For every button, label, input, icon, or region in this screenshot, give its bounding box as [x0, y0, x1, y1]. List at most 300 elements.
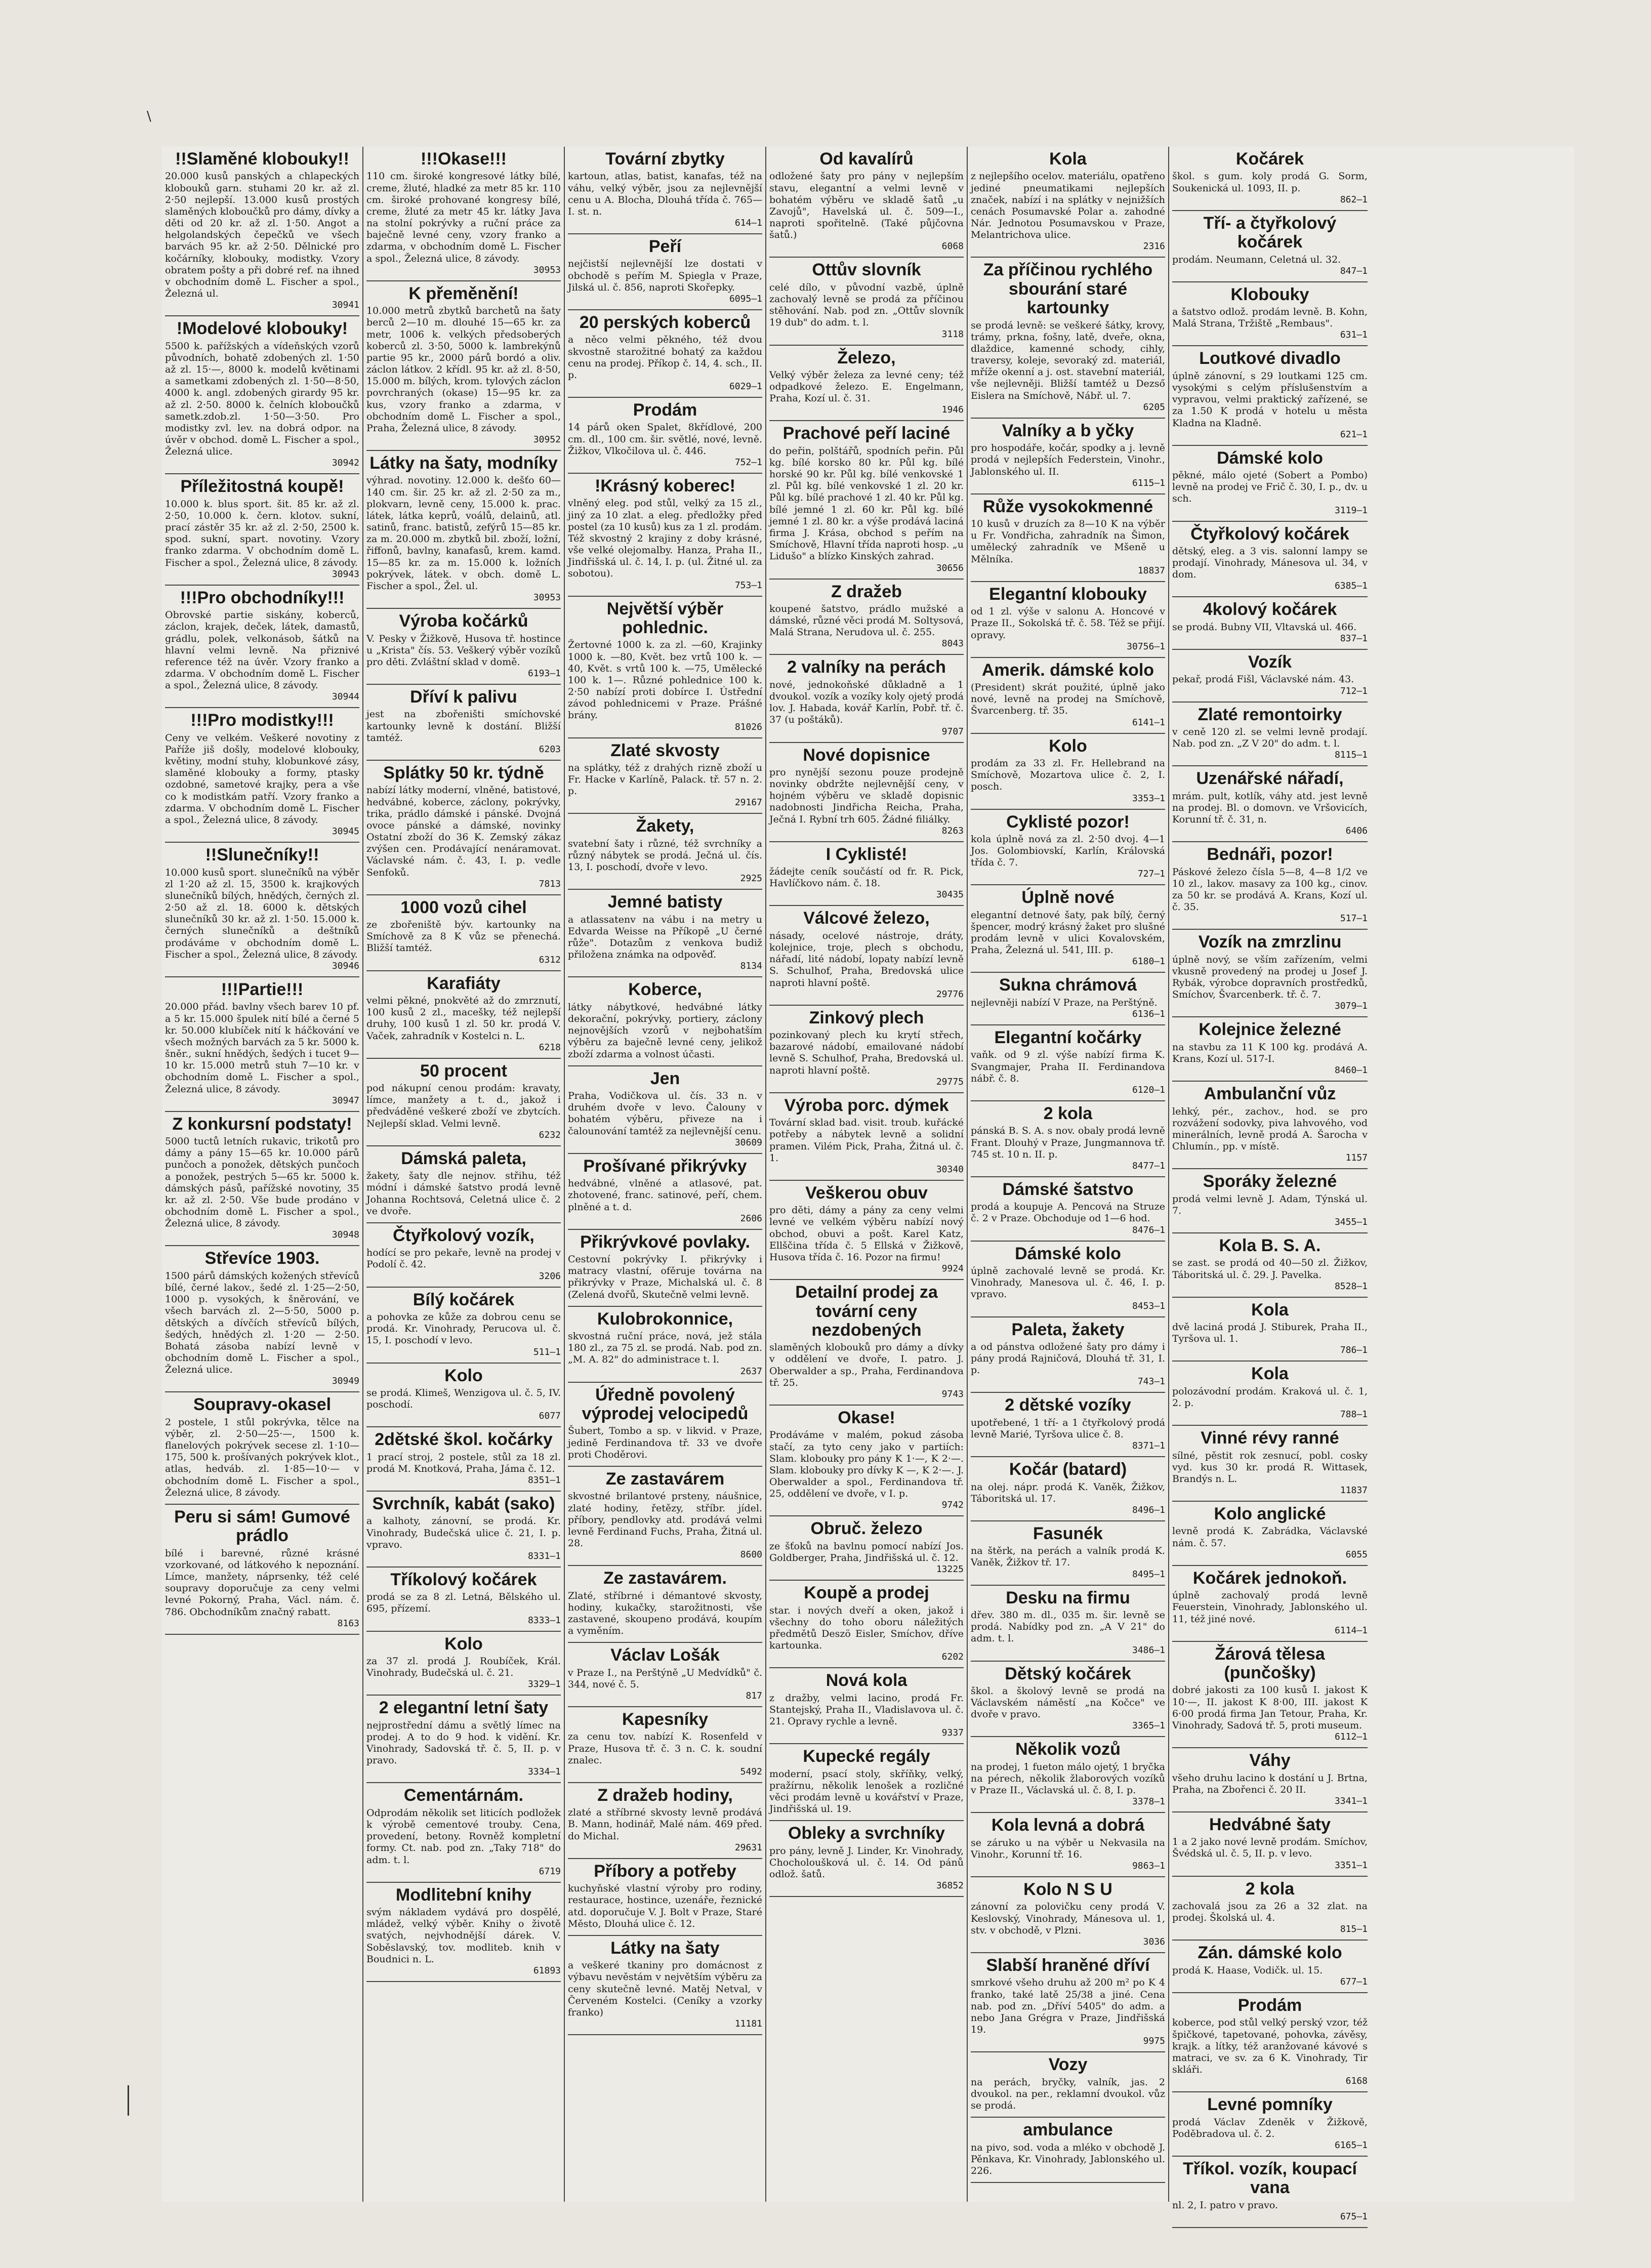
ad-headline: Látky na šaty [610, 1938, 720, 1958]
ad-headline: Kolo [1049, 736, 1087, 756]
ad-body: od 1 zl. výše v salonu A. Honcové v Praze II., Sokolská tř. č. 58. Též se přijí. opravy. [971, 606, 1165, 641]
ad-reference-number: 8263 [941, 825, 964, 836]
ad-body: se prodá. Bubny VII, Vltavská ul. 466. [1172, 621, 1357, 633]
ad-reference-number: 30952 [533, 434, 561, 445]
ad-body: 1500 párů dámských kožených střevíců bílé, černé lakov., šedé zl. 1·25—2·50, 1000 p. vysokých, k šněrování, ve všech barvách zl. 2—5·50, 5000 p. dětských a dívčích střevíců bílých, šedých, hnědých zl. 1·20 — 2·50. Bohatá zásoba nabízí levně v obchodním domě L. Fischer a spol., Železná ulice. [165, 1270, 359, 1376]
ad-reference-number: 847—1 [1340, 265, 1368, 276]
ad-headline: Vozy [1048, 2055, 1088, 2075]
classified-ad [165, 316, 359, 474]
classified-ad [568, 1467, 762, 1566]
ad-headline: Koupě a prodej [804, 1583, 929, 1603]
ad-headline: 2 kola [1245, 1879, 1295, 1899]
classified-ad [971, 1586, 1165, 1662]
classified-ad [366, 1883, 561, 1982]
classified-ad [568, 147, 762, 234]
ad-reference-number: 817 [746, 1690, 762, 1702]
classified-ad [165, 586, 359, 709]
ad-headline: Sukna chrámová [999, 975, 1137, 995]
ad-headline: Zlaté skvosty [610, 740, 720, 760]
ad-body: prodá velmi levně J. Adam, Týnská ul. 7. [1172, 1193, 1368, 1216]
classified-ad [1172, 1748, 1368, 1812]
ad-body: Cestovní pokrývky I. přikrývky i matracy vlastní, ofěruje továrna na přikrývky v Praze, Michalská ul. č. 8 (Zelená dvořů, Skutečně velmi levně. [568, 1254, 762, 1300]
ad-reference-number: 29776 [936, 988, 964, 1000]
ad-body: pod nákupní cenou prodám: kravaty, límce, manžety a t. d., jakož i předváděné veškeré zboží ve zbytcích. Nejlepší sklad. Velmi levně. [366, 1083, 561, 1129]
classified-ad [971, 810, 1165, 886]
ad-body: levně prodá K. Zabrádka, Václavské nám. č. 57. [1172, 1525, 1368, 1549]
classified-ad [568, 1230, 762, 1307]
classified-ad [1172, 842, 1368, 930]
ad-headline: Přikrývkové povlaky. [580, 1232, 750, 1252]
classified-ad [366, 1288, 561, 1364]
ad-body: prodám za 33 zl. Fr. Hellebrand na Smíchově, Mozartova ulice č. 2, I. posch. [971, 757, 1165, 793]
ad-reference-number: 18837 [1137, 565, 1165, 576]
ad-headline: Kapesníky [622, 1710, 709, 1729]
classified-ad [1172, 1298, 1368, 1362]
ad-body: prodám. Neumann, Celetná ul. 32. [1172, 254, 1341, 265]
ad-body: na stavbu za 11 K 100 kg. prodává A. Krans, Kozí ul. 517-I. [1172, 1041, 1368, 1064]
classified-ad [971, 1662, 1165, 1738]
ad-body: pro nynější sezonu pouze prodejně novinky obdržte nejlevnější ceny, v hojném výběru ve skladě dopisnic nadobnosti Jindřicha Reicha, Praha, Ječná I. Rybní trh 605. Žádné filiálky. [769, 766, 964, 825]
classified-ad [1172, 1017, 1368, 1082]
ad-reference-number: 30942 [332, 458, 359, 469]
ad-headline: Koberce, [628, 980, 702, 1000]
ad-reference-number: 29775 [936, 1076, 964, 1087]
classified-ad [971, 419, 1165, 494]
ad-body: škol. s gum. koly prodá G. Sorm, Soukenická ul. 1093, II. p. [1172, 171, 1368, 194]
ad-body: vaňk. od 9 zl. výše nabízí firma K. Svangmajer, Praha II. Ferdinandova nábř. č. 8. [971, 1049, 1165, 1084]
ad-headline: Obleky a svrchníky [788, 1824, 945, 1843]
ad-headline: Váhy [1249, 1751, 1291, 1770]
classified-ad [1172, 1877, 1368, 1941]
ad-reference-number: 29631 [734, 1842, 762, 1853]
classified-ad [1172, 766, 1368, 842]
ad-body: násady, ocelové nástroje, dráty, kolejnice, troje, plech s obchodu, nářadí, lité nádobí, lopaty nabízí levně S. Schulhof, Praha, Bredovská ulice naproti hlavní poště. [769, 930, 964, 988]
ad-reference-number: 30435 [936, 889, 964, 900]
ad-body: 5500 k. pařížských a vídeňských vzorů původních, bohatě zdobených zl. 1·50 až zl. 15·—, 8000 k. modelů květinami a sametkami zdobených zl. 1·50—8·50, 4000 k. angl. zdobených girardy 95 kr. až zl. 2·50. 8000 k. čelních kloboučků sametk.zdob.zl. 1·50—3·50. Pro modistky zvl. lev. na dobrá odpor. na úvěr v obchod. domě L. Fischer a spol., Železná ulice. [165, 340, 359, 458]
ad-headline: Zlaté remontoirky [1198, 705, 1342, 724]
ad-reference-number: 517—1 [1340, 913, 1368, 924]
classified-ad [1172, 1941, 1368, 1993]
classified-ad [366, 1568, 561, 1632]
ad-headline: Okase! [838, 1408, 895, 1427]
ad-body: mrám. pult, kotlík, váhy atd. jest levně na prodej. Bl. o domovn. ve Vršovicích, Korunní tř. č. 31, n. [1172, 790, 1368, 826]
ad-reference-number: 6114—1 [1334, 1625, 1368, 1636]
classified-ad [769, 842, 964, 906]
ad-body: za cenu tov. nabízí K. Rosenfeld v Praze, Husova tř. č. 3 n. C. k. soudní znalec. [568, 1731, 762, 1766]
column-1 [162, 147, 363, 2202]
ad-headline: Uzenářské nářadí, [1196, 769, 1344, 789]
ad-body: 2 postele, 1 stůl pokrývka, tělce na výběr, zl. 2·50—25·—, 1500 k. flanelových pokrývek secese zl. 1·10—175, 500 k. prošívaných pokrývek klot., atlas, hedváb. zl. 1·85—10·— v obchodním domě L. Fischer a spol., Železná ulice, 8 závody. [165, 1416, 359, 1498]
ad-reference-number: 511—1 [533, 1346, 561, 1357]
ad-reference-number: 3206 [539, 1270, 561, 1282]
classified-ad [1172, 2092, 1368, 2157]
column-6 [1169, 147, 1371, 2222]
ad-reference-number: 11837 [1340, 1485, 1368, 1496]
ad-reference-number: 8453—1 [1132, 1300, 1165, 1311]
classified-ad [769, 1006, 964, 1093]
ad-reference-number: 30941 [332, 300, 359, 311]
ad-headline: Kočárek jednokoň. [1192, 1568, 1347, 1588]
ad-body: (President) skrát použité, úplně jako nové, levně na prodej na Smíchově, Švarcenberg. tř. 35. [971, 682, 1165, 717]
classified-ad [971, 147, 1165, 258]
classified-ad [971, 973, 1165, 1025]
ad-reference-number: 3365—1 [1132, 1720, 1165, 1731]
ad-reference-number: 30953 [533, 264, 561, 275]
ad-reference-number: 30948 [332, 1229, 359, 1241]
ad-reference-number: 8600 [740, 1549, 762, 1560]
ad-reference-number: 6312 [539, 954, 561, 965]
classified-ad [1172, 1993, 1368, 2092]
classified-ad [568, 1707, 762, 1783]
ad-headline: 2 dětské vozíky [1005, 1395, 1131, 1415]
ad-reference-number: 631—1 [1340, 329, 1368, 341]
ad-body: Prodáváme v malém, pokud zásoba stačí, za tyto ceny jako v partiích: Slam. klobouky pro pány K 1·—, K 2·—. Slam. klobouky pro dívky K —, K 2·—. J. Oberwalder a spol., Ferdinandova tř. 25, oddělení ve dvoře, v I. p. [769, 1429, 964, 1500]
ad-headline: Fasunék [1033, 1523, 1103, 1543]
classified-ad [1172, 346, 1368, 445]
ad-headline: Nové dopisnice [803, 745, 930, 765]
ad-body: a něco velmi pěkného, též dvou skvostně starožitné bohatý za každou cenu na prodej. Příkop č. 14, 4. sch., II. p. [568, 334, 762, 381]
ad-reference-number: 8333—1 [527, 1615, 561, 1626]
ad-body: na splátky, též z drahých rizně zboží u Fr. Hacke v Karlíně, Palack. tř. 57 n. 2. p. [568, 762, 762, 797]
ad-headline: Cyklisté pozor! [1006, 812, 1130, 832]
ad-reference-number: 8476—1 [1132, 1224, 1165, 1235]
ad-body: pozinkovaný plech ku krytí střech, bazarové nádobí, emailované nádobí levně S. Schulhof, Praha, Bredovská ul. naproti hlavní poště. [769, 1029, 964, 1076]
ad-body: zachovalá jsou za 26 a 32 zlat. na prodej. Školská ul. 4. [1172, 1901, 1368, 1924]
ad-headline: Železo, [837, 348, 896, 367]
ad-headline: Zinkový plech [809, 1008, 924, 1027]
ad-headline: Tovární zbytky [605, 149, 725, 169]
classified-ad [165, 474, 359, 585]
ad-reference-number: 30946 [332, 960, 359, 971]
ad-reference-number: 677—1 [1340, 1976, 1368, 1987]
ad-body: lehký, pér., zachov., hod. se pro rozvážení sodovky, piva lahvového, vod minerálních, levně prodá A. Šarocha v Chlumín., pp. v místě. [1172, 1105, 1368, 1152]
ad-reference-number: 8351—1 [527, 1474, 561, 1486]
classified-ad [769, 1093, 964, 1181]
ad-body: Odprodám několik set liticích podložek k výrobě cementové trouby. Cena, provedení, betony. Rovněž kompletní formy. Ct. nab. pod zn. „Taky 718" do adm. t. l. [366, 1807, 561, 1866]
ad-headline: ambulance [1023, 2120, 1113, 2140]
ad-reference-number: 9924 [941, 1263, 964, 1274]
classified-ad [165, 1246, 359, 1392]
classified-ad [971, 885, 1165, 973]
ad-headline: Kočárek [1235, 149, 1304, 169]
ad-body: prodá K. Haase, Vodičk. ul. 15. [1172, 1964, 1323, 1976]
ad-body: výhrad. novotiny. 12.000 k. dešťo 60—140 cm. šir. 25 kr. až zl. 2·50 za m., plokvarn, levně ceny, 15.000 k. prac. látek, látka keprů, voálů, delainů, atl. satinů, franc. batistů, zefýrů 15—85 kr. za m. 20.000 m. zbytků bil. zboží, ložní, řiffonů, bavlny, kanafasů, krem. kamd. 15—85 kr. za m. 15.000 k. ložních pokrývek, látek. v obch. domě L. Fischer a spol., Žel. ul. [366, 475, 561, 592]
ad-headline: Kola B. S. A. [1219, 1235, 1321, 1255]
ad-body: svým nákladem vydává pro dospělé, mládež, velký výběr. Knihy o životě svatých, nejvhodnější dárek. V. Soběslavský, tov. modliteb. knih v Boudnici n. L. [366, 1907, 561, 1965]
ad-headline: Splátky 50 kr. týdně [383, 763, 544, 782]
ad-body: v ceně 120 zl. se velmi levně prodají. Nab. pod zn. „Z V 20" do adm. t. l. [1172, 726, 1368, 750]
ad-reference-number: 6406 [1345, 826, 1368, 837]
ad-body: látky nábytkové, hedvábné látky dekorační, pokrývky, portiery, záclony nejnovějších vzorů v nejbohatším výběru za baječně levné ceny, jelikož zboží zdarma a volnost účasti. [568, 1001, 762, 1060]
ad-reference-number: 36852 [936, 1880, 964, 1891]
ad-reference-number: 3118 [941, 328, 964, 340]
ad-reference-number: 6115—1 [1132, 477, 1165, 488]
ad-headline: !!!Pro modistky!!! [190, 711, 334, 730]
ad-body: upotřebené, 1 tří- a 1 čtyřkolový prodá levně Marié, Tyršova ulice č. 8. [971, 1417, 1165, 1440]
ad-body: Praha, Vodičkova ul. čís. 33 n. v druhém dvoře v levo. Čalouny v bohatém výběru, přiveze na i čalounování tamtéž za nejlevnější cenu. [568, 1090, 762, 1137]
ad-headline: Obruč. železo [810, 1519, 923, 1539]
ad-reference-number: 9863—1 [1132, 1861, 1165, 1872]
ad-reference-number: 6202 [941, 1652, 964, 1663]
ad-reference-number: 3334—1 [527, 1766, 561, 1778]
ad-headline: 2 kola [1043, 1103, 1093, 1123]
classified-ad [971, 1953, 1165, 2052]
ad-body: a kalhoty, zánovní, se prodá. Kr. Vinohrady, Budečská ulice č. 21, I. p. vpravo. [366, 1515, 561, 1550]
ad-headline: Úředně povolený výprodej velocipedů [582, 1385, 749, 1424]
ad-body: kuchyňské vlastní výroby pro rodiny, restaurace, hostince, uzenáře, řeznické atd. doporučuje V. J. Bolt v Praze, Staré Město, Dlouhá ulice č. 12. [568, 1883, 762, 1929]
classified-ad [971, 1457, 1165, 1521]
classified-ad [769, 147, 964, 258]
ad-body: 1 prací stroj, 2 postele, stůl za 18 zl. prodá M. Knotková, Praha, Jáma č. 12. [366, 1451, 561, 1474]
ad-headline: Desku na firmu [1006, 1588, 1130, 1607]
classified-ad [568, 1566, 762, 1643]
ad-headline: Příbory a potřeby [594, 1861, 736, 1881]
ad-headline: Největší výběr pohlednic. [606, 599, 724, 637]
ad-body: žádejte ceník součástí od fr. R. Pick, Havlíčkovo nám. č. 18. [769, 866, 964, 889]
classified-ad [769, 421, 964, 579]
classified-ad [568, 234, 762, 310]
classified-ad [971, 1317, 1165, 1393]
ad-reference-number: 30756—1 [1127, 641, 1165, 652]
ad-headline: Detailní prodej za tovární ceny nezdobených [795, 1283, 938, 1340]
ad-headline: Úplně nové [1021, 888, 1115, 908]
ad-headline: Veškerou obuv [805, 1183, 928, 1203]
ad-body: 10.000 kusů sport. slunečníků na výběr zl 1·20 až zl. 15, 3500 k. krajkových slunečníků bílých, hnědých, černých zl. 2·50 až zl. 18. 6000 k. dětských slunečníků 30 kr. až zl. 1·50. 15.000 k. černých slunečníků a deštníků prodáváme v obchodním domě L. Fischer a spol., Železná ulice, 8 závody. [165, 867, 359, 960]
ad-reference-number: 837—1 [1340, 633, 1368, 644]
ad-headline: Prodám [633, 400, 697, 420]
ad-headline: Prošívané přikrývky [583, 1156, 747, 1176]
ad-headline: Výroba kočárků [399, 611, 528, 631]
classified-ad [366, 685, 561, 761]
ad-headline: Kola [1251, 1364, 1289, 1384]
classified-ad [769, 346, 964, 422]
ad-headline: Loutkové divadlo [1199, 349, 1341, 368]
classified-ad [769, 1581, 964, 1668]
ad-headline: Kočár (batard) [1009, 1460, 1127, 1479]
ad-body: Ceny ve velkém. Veškeré novotiny z Paříže jiš došly, modelové klobouky, květiny, modní stuhy, klobunkové zásy, slaměné klobouky a formy, ptasky ozdobné, sametové krajky, pera a vše co k modistkám patří. Vzory franko a zdarma. V obchodním domě L. Fischer a spol., Železná ulice, 8 závody. [165, 732, 359, 826]
ad-headline: Kupecké regály [803, 1747, 930, 1766]
column-2 [363, 147, 565, 2202]
ad-reference-number: 752—1 [734, 457, 762, 468]
classified-ad [1172, 2157, 1368, 2228]
ad-headline: Dříví k palivu [410, 687, 517, 707]
classified-ad [1172, 1426, 1368, 1502]
classified-ad [366, 1492, 561, 1568]
classified-ad [971, 494, 1165, 582]
ad-reference-number: 6077 [539, 1411, 561, 1422]
column-5 [968, 147, 1169, 2202]
classified-ad [366, 1632, 561, 1696]
ad-body: bílé i barevné, různé krásné vzorkované, od látkového k nepoznání. Límce, manžety, náprsenky, též celé soupravy doporučuje za ceny velmi levné Pokorný, Praha, Václ. nám. č. 786. Obchodníkům značný rabatt. [165, 1547, 359, 1618]
ad-reference-number: 9337 [941, 1727, 964, 1739]
ad-body: nejlevněji nabízí V Praze, na Perštýně. [971, 997, 1158, 1008]
classified-ad [568, 738, 762, 814]
ad-reference-number: 862—1 [1340, 194, 1368, 205]
ad-headline: 2dětské škol. kočárky [375, 1430, 553, 1450]
ad-body: a od pánstva odložené šaty pro dámy i pány prodá Rajničová, Dlouhá tř. 31, I. p. [971, 1341, 1165, 1376]
ad-body: prodá Václav Zdeněk v Žižkově, Poděbradova ul. č. 2. [1172, 2116, 1368, 2139]
ad-body: žakety, šaty dle nejnov. střihu, též módní i dámské šatstvo prodá levně Johanna Rochtsová, Celetná ulice č. 2 ve dvoře. [366, 1170, 561, 1217]
classified-ad [971, 1242, 1165, 1317]
ad-headline: Nová kola [826, 1671, 907, 1690]
ad-headline: !Krásný koberec! [595, 476, 735, 496]
ad-reference-number: 30944 [332, 691, 359, 703]
ad-body: za 37 zl. prodá J. Roubíček, Král. Vinohrady, Budečská ul. č. 21. [366, 1656, 561, 1679]
ad-reference-number: 30943 [332, 568, 359, 580]
classified-ad [165, 843, 359, 977]
ad-reference-number: 30609 [734, 1137, 762, 1148]
classified-ad [971, 1177, 1165, 1242]
ad-body: dřev. 380 m. dl., 035 m. šir. levně se prodá. Nabídky pod zn. „A V 21" do adm. t. l. [971, 1610, 1165, 1644]
ad-headline: Příležitostná koupě! [180, 477, 344, 497]
ad-body: koupené šatstvo, prádlo mužské a dámské, různé věci prodá M. Soltysová, Malá Strana, Nerudova ul. č. 255. [769, 603, 964, 638]
classified-ad [971, 1877, 1165, 1953]
ad-body: jest na zbořeništi smíchovské kartounky levně k dostání. Bližší tamtéž. [366, 709, 561, 744]
ad-headline: Ze zastavárem [605, 1469, 725, 1489]
ad-reference-number: 3079—1 [1334, 1001, 1368, 1012]
ad-body: v Praze I., na Perštýně „U Medvídků" č. 344, nové č. 5. [568, 1667, 762, 1690]
ad-reference-number: 743—1 [1137, 1376, 1165, 1387]
ad-reference-number: 8331—1 [527, 1550, 561, 1561]
ad-headline: K přeměnění! [408, 283, 519, 303]
ad-headline: Levné pomníky [1207, 2095, 1333, 2115]
classified-ad [568, 1643, 762, 1707]
classified-ad [971, 2052, 1165, 2118]
ad-body: nabízí látky moderní, vlněné, batistové, hedvábné, koberce, záclony, pokrývky, trika, prádlo dámské i pánské. Dvojná ovoce pánské a dámské, novinky Ostatní zboží do 36 K. Zemský zákaz zvýšen cen. Prodávající nenáramovat. Václavské nám. č. 43, I. p. vedle Senfoků. [366, 785, 561, 878]
ad-reference-number: 712—1 [1340, 685, 1368, 696]
ad-reference-number: 5492 [740, 1766, 762, 1777]
ad-headline: Střevíce 1903. [204, 1249, 320, 1268]
ad-headline: Dětský kočárek [1005, 1664, 1131, 1683]
ad-body: Tovární sklad bad. visit. troub. kuřácké potřeby a nábytek levně a solidní pramen. Vilém Pick, Praha, Žitná ul. č. 1. [769, 1117, 964, 1164]
ad-headline: Elegantní kočárky [994, 1028, 1142, 1048]
ad-reference-number: 8134 [740, 961, 762, 972]
ad-headline: Růže vysokokmenné [982, 497, 1153, 516]
ad-body: skvostné brilantové prsteny, náušnice, zlaté hodiny, řetězy, stříbr. jídel. příbory, pendlovky atd. prodává velmi levně Ferdinand Fuchs, Praha, Žitná ul. 28. [568, 1491, 762, 1549]
ad-headline: Dámské kolo [1015, 1244, 1121, 1263]
ad-body: nejčistší nejlevnější lze dostati v obchodě s peřím M. Spiegla v Praze, Jilská ul. č. 856, naproti Skořepky. [568, 258, 762, 293]
ad-headline: Látky na šaty, modníky [369, 453, 558, 473]
classified-ad [366, 1696, 561, 1783]
ad-body: do peřin, polštářů, spodních peřin. Půl kg. bílé korsko 80 kr. Půl kg. bílé horské 90 kr. Půl kg. bílé venkovské 1 zl. Půl kg. bílé venkovské 1 zl. 20 kr. Půl kg. bílé prachové 1 zl. 40 kr. Půl kg. bílé jemné 1 zl. 60 kr. Půl kg. bílé jemné 1 zl. 80 kr. a výše prodává laciná firma J. Krása, obchod s peřím na Smíchově, Hlavní třída naproti hosp. „u Lidušo" a blízko Kinských zahrad. [769, 445, 964, 562]
classified-ad [769, 1821, 964, 1897]
ad-headline: Hedvábné šaty [1209, 1815, 1331, 1834]
ad-reference-number: 815—1 [1340, 1924, 1368, 1935]
ad-body: hodící se pro pekaře, levně na prodej v Podolí č. 42. [366, 1247, 561, 1270]
ad-body: nl. 2, I. patro v pravo. [1172, 2199, 1278, 2211]
classified-ad [769, 1280, 964, 1406]
ad-reference-number: 3455—1 [1334, 1216, 1368, 1227]
ad-body: V. Pesky v Žižkově, Husova tř. hostince u „Krista" čís. 53. Veškerý výběr vozíků pro děti. Zvláštní sklad v domě. [366, 633, 561, 668]
ad-body: škol. a školový levně se prodá na Václavském náměstí „na Kočce" ve dvoře v pravo. [971, 1685, 1165, 1720]
ad-body: úplně zachovalý prodá levně Feuerstein, Vinohrady, Jablonského ul. 11, též jiné nové. [1172, 1590, 1368, 1625]
ad-body: ze zbořeniště býv. kartounky na Smíchově za 8 K vůz se přenechá. Bližší tamtéž. [366, 919, 561, 954]
classified-ad [366, 1364, 561, 1428]
ad-body: celé dílo, v původní vazbě, úplně zachovalý levně se prodá za příčinou stěhování. Nab. pod zn. „Ottův slovník 19 dub" do adm. t. l. [769, 281, 964, 328]
ad-reference-number: 3378—1 [1132, 1796, 1165, 1807]
ad-reference-number: 11181 [734, 2018, 762, 2030]
classified-ad [165, 1112, 359, 1247]
classified-ad [366, 147, 561, 281]
ad-body: Velký výběr železa za levné ceny; též odpadkové železo. E. Engelmann, Praha, Kozí ul. č. 31. [769, 369, 964, 404]
ad-reference-number: 8371—1 [1132, 1440, 1165, 1452]
ad-headline: Prachové peří laciné [782, 424, 951, 443]
classified-ad [568, 1859, 762, 1936]
classified-ad [165, 1505, 359, 1635]
classified-ad [1172, 147, 1368, 211]
ad-headline: Valníky a b yčky [1002, 421, 1134, 440]
classified-ad [769, 1744, 964, 1821]
classified-ad [568, 1307, 762, 1383]
ad-body: pro děti, dámy a pány za ceny velmi levné ve velkém výběru nabízí nový obchod, obuvi a pošt. Karel Katz, Ellščina třída č. 5 Ellská v Žižkově, Husova třída č. 16. Pozor na firmu! [769, 1205, 964, 1263]
ad-headline: Kulobrokonnice, [597, 1309, 733, 1329]
classified-ad [1172, 1642, 1368, 1748]
classified-ad [769, 580, 964, 655]
ad-body: sílné, pěstit rok zesnucí, pobl. cosky vyd. kus 30 kr. prodá R. Wittasek, Brandýs n. L. [1172, 1450, 1368, 1484]
ad-body: slaměných klobouků pro dámy a dívky v oddělení ve dvoře, I. patro. J. Oberwalder a sp., Praha, Ferdinandova tř. 25. [769, 1342, 964, 1388]
classified-ad [568, 1936, 762, 2035]
ad-body: a pohovka ze kůže za dobrou cenu se prodá. Kr. Vinohrady, Perucova ul. č. 15, I. poschodí v levo. [366, 1311, 561, 1346]
ad-reference-number: 30945 [332, 826, 359, 837]
ad-headline: Vozík [1248, 652, 1292, 672]
ad-body: prodá a koupuje A. Pencová na Struze č. 2 v Praze. Obchoduje od 1—6 hod. [971, 1201, 1165, 1224]
ad-headline: Jen [650, 1068, 680, 1088]
column-4 [766, 147, 968, 2202]
ad-headline: Amerik. dámské kolo [981, 660, 1154, 680]
ad-reference-number: 29167 [734, 797, 762, 808]
ad-body: elegantní detnové šaty, pak bílý, černý špencer, modrý krásný žaket pro slušné prodám levně v ulici Kovalovském, Praha, Železná ul. 541, III. p. [971, 909, 1165, 956]
ad-body: kartoun, atlas, batist, kanafas, též na váhu, velký výběr, jsou za nejlevnější cenu u A. Blocha, Dlouhá třída č. 765—I. st. n. [568, 171, 762, 217]
classified-ad [366, 971, 561, 1059]
classified-ad [366, 895, 561, 971]
ad-headline: Dámská paleta, [401, 1148, 526, 1168]
ad-headline: !!Slunečníky!! [205, 845, 319, 865]
ad-body: na perách, bryčky, valník, jas. 2 dvoukol. na per., reklamní dvoukol. vůz se prodá. [971, 2076, 1165, 2111]
classified-ad [165, 977, 359, 1112]
ad-headline: Ottův slovník [812, 260, 921, 280]
ad-headline: Kolo [444, 1634, 483, 1654]
ad-body: velmi pěkné, pnokvěté až do zmrznutí, 100 kusů 2 zl., macešky, též nejlepší druhy, 100 kusů 1 zl. 50 kr. prodá V. Vaček, zahradník v Kostelci n. L. [366, 995, 561, 1042]
ad-reference-number: 30949 [332, 1376, 359, 1387]
classified-ad [1172, 1812, 1368, 1877]
ad-headline: Elegantní klobouky [989, 584, 1147, 604]
ad-headline: Kola levná a dobrá [991, 1816, 1145, 1835]
ad-reference-number: 2925 [740, 873, 762, 884]
ad-headline: Václav Lošák [610, 1645, 720, 1665]
ad-body: ze šťoků na bavlnu pomocí nabízí Jos. Goldberger, Praha, Jindřišská ul. č. 12. [769, 1540, 964, 1563]
newspaper-page [162, 147, 1574, 2222]
ad-headline: 20 perských koberců [579, 312, 751, 332]
ad-reference-number: 30953 [533, 592, 561, 603]
ad-reference-number: 8496—1 [1132, 1504, 1165, 1515]
classified-ad [971, 1813, 1165, 1877]
ad-body: se prodá. Klimeš, Wenzigova ul. č. 5, IV. poschodí. [366, 1387, 561, 1411]
classified-ad [971, 582, 1165, 658]
ad-body: pro hospodáře, kočár, spodky a j. levně prodá v nejlepších Federstein, Vinohr., Jablonského ul. II. [971, 442, 1165, 477]
ad-body: na prodej, 1 fueton málo ojetý, 1 bryčka na pérech, několik žlaborových vozíků v Praze II., Václavská ul. č. 8, I. p. [971, 1761, 1165, 1796]
ad-headline: Kolo [444, 1366, 483, 1385]
ad-headline: Dámské kolo [1217, 448, 1323, 468]
ad-reference-number: 8115—1 [1334, 750, 1368, 761]
ad-headline: I Cyklisté! [826, 844, 907, 864]
ad-reference-number: 6232 [539, 1129, 561, 1140]
ad-headline: Zán. dámské kolo [1198, 1943, 1342, 1963]
ad-body: zánovní za polovičku ceny prodá V. Keslovský, Vinohrady, Mánesova ul. 1, stv. v obchodě, v Plzni. [971, 1901, 1165, 1936]
classified-ad [1172, 522, 1368, 598]
ad-body: 110 cm. široké kongresové látky bílé, creme, žluté, hladké za metr 85 kr. 110 cm. široké prohované kongresy bílé, creme, žluté za metr 45 kr. látky Java na stolní pokrývky a ruční práce za baječně levné ceny, vzory franko a zdarma, v obchodním domě L. Fischer a spol., Železná ulice, 8 závody. [366, 171, 561, 264]
classified-ad [1172, 703, 1368, 767]
ad-headline: !Modelové klobouky! [176, 319, 348, 339]
